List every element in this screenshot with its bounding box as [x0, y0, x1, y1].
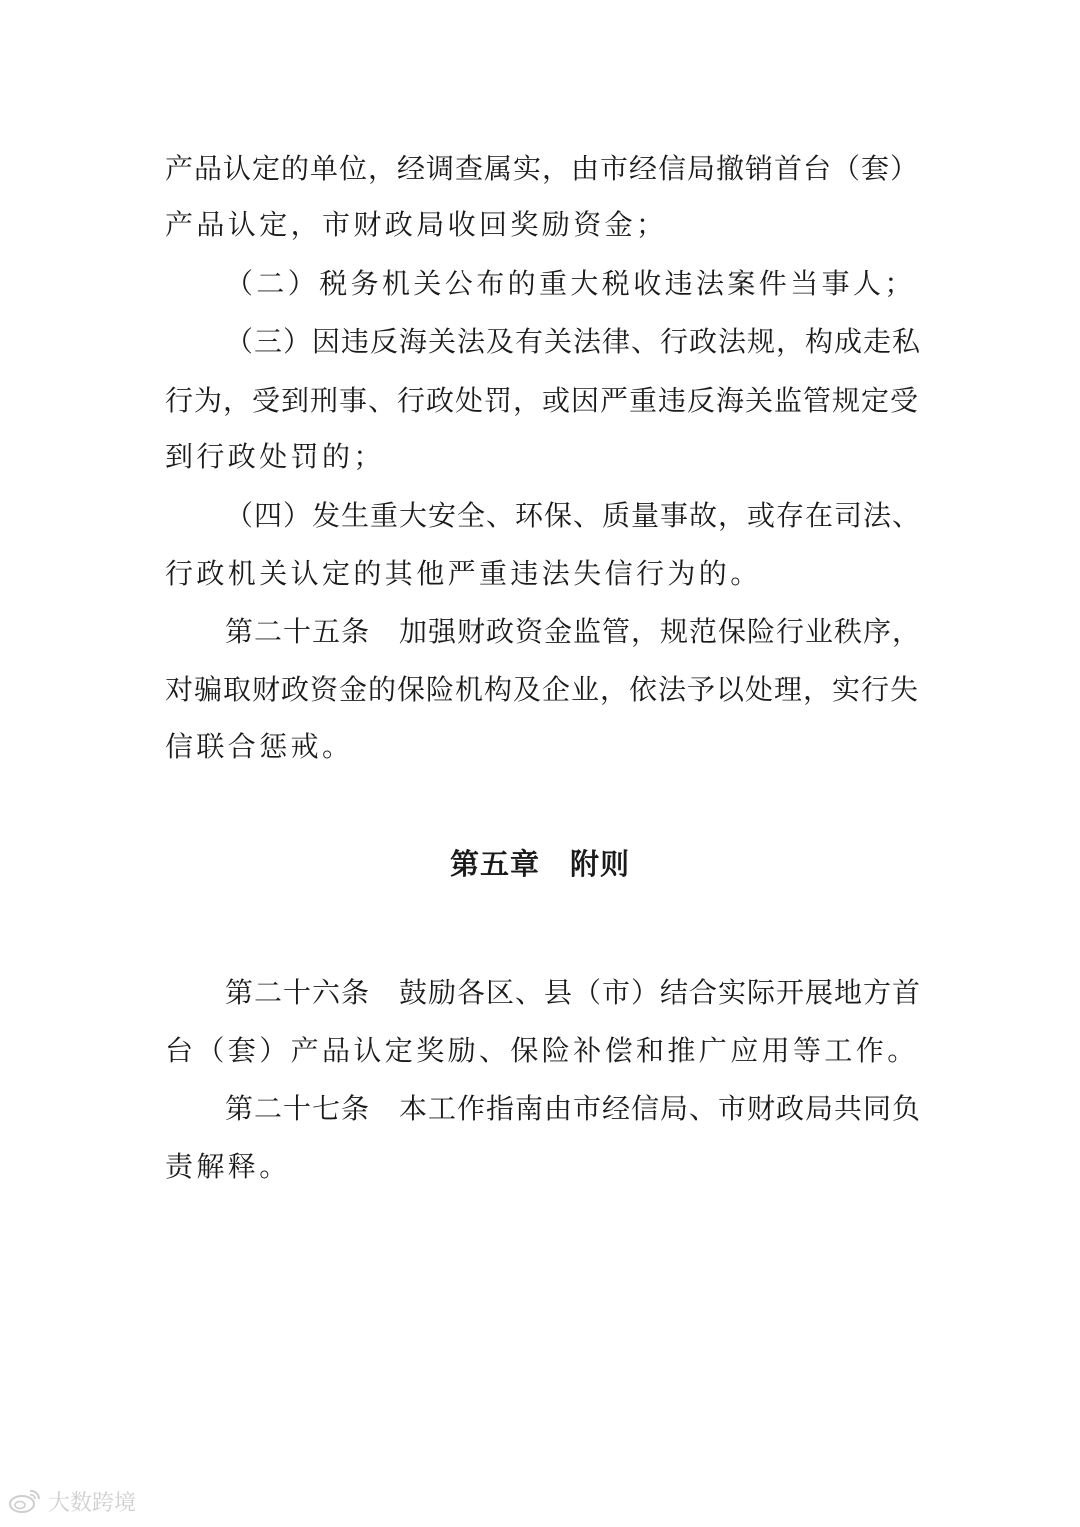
paragraph-line: 责解释。 [165, 1150, 291, 1183]
paragraph-line: 第二十七条 本工作指南由市经信局、市财政局共同负 [225, 1092, 922, 1125]
paragraph-line: 第二十六条 鼓励各区、县（市）结合实际开展地方首 [225, 976, 922, 1009]
watermark [8, 1486, 136, 1516]
weibo-logo-icon [8, 1487, 42, 1515]
paragraph-line: 行为，受到刑事、行政处罚，或因严重违反海关监管规定受 [165, 384, 920, 417]
paragraph-line: （三）因违反海关法及有关法律、行政法规，构成走私 [225, 325, 922, 358]
paragraph-line: 到行政处罚的； [165, 440, 385, 473]
paragraph-line: （二）税务机关公布的重大税收违法案件当事人； [225, 267, 916, 300]
chapter-heading: 第五章 附则 [449, 847, 630, 881]
watermark-text: 大数跨境 [48, 1490, 137, 1516]
paragraph-line: 产品认定，市财政局收回奖励资金； [165, 208, 668, 241]
paragraph-line: 产品认定的单位，经调查属实，由市经信局撤销首台（套） [165, 152, 920, 185]
paragraph-line: 对骗取财政资金的保险机构及企业，依法予以处理，实行失 [165, 673, 920, 706]
paragraph-line: 行政机关认定的其他严重违法失信行为的。 [165, 557, 762, 590]
paragraph-line: （四）发生重大安全、环保、质量事故，或存在司法、 [225, 499, 922, 532]
paragraph-line: 第二十五条 加强财政资金监管，规范保险行业秩序， [225, 615, 922, 648]
paragraph-line: 信联合惩戒。 [165, 730, 354, 763]
paragraph-line: 台（套）产品认定奖励、保险补偿和推广应用等工作。 [165, 1034, 919, 1067]
